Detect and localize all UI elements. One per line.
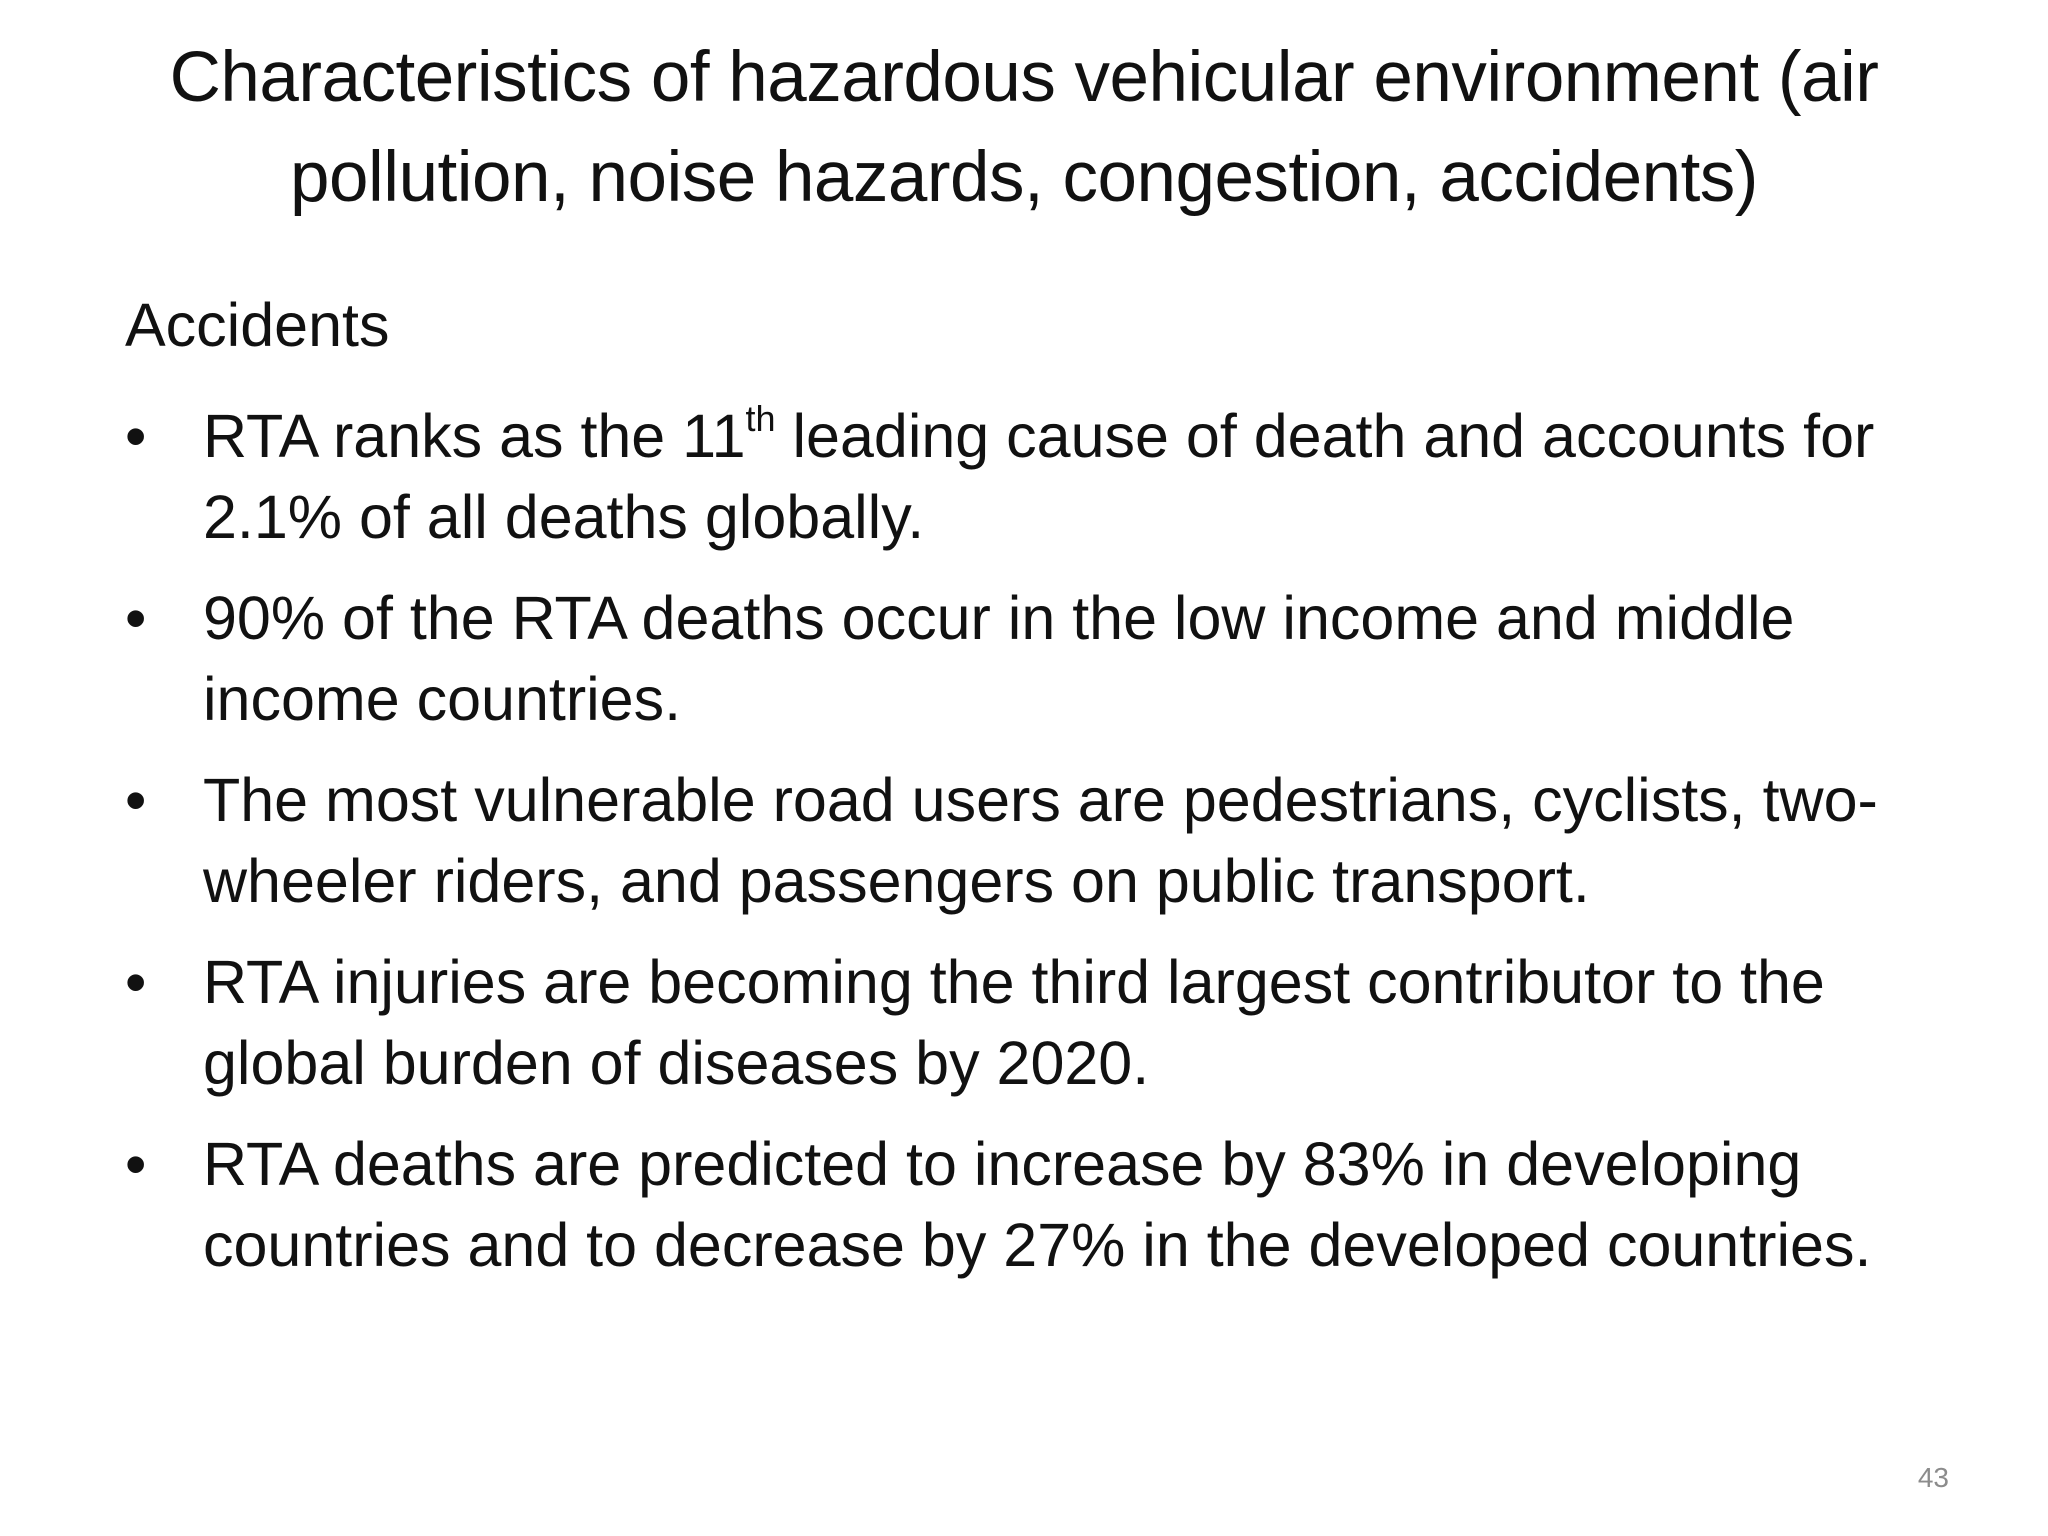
bullet-item: [125, 942, 1965, 1104]
bullet-superscript: th: [745, 398, 776, 439]
bullet-text-end: leading cause of death and accounts for 2.1% of all deaths globally.: [203, 402, 1875, 551]
bullet-item: [125, 760, 1965, 922]
bullet-item: [125, 396, 1965, 558]
bullet-icon: •: [125, 402, 147, 470]
bullet-text: 90% of the RTA deaths occur in the low income and middle income countries.: [203, 584, 1795, 733]
section-heading: Accidents: [125, 291, 390, 359]
page-number: 43: [1917, 1462, 1949, 1493]
bullet-icon: •: [125, 1130, 147, 1198]
bullet-list: [125, 396, 1965, 1306]
bullet-text: The most vulnerable road users are pedestrians, cyclists, two-wheeler riders, and passengers on public transport.: [203, 766, 1878, 915]
bullet-text: RTA deaths are predicted to increase by 83% in developing countries and to decrease by 27% in the developed countries.: [203, 1130, 1872, 1279]
bullet-text-start: RTA ranks as the 11: [203, 402, 746, 470]
bullet-item: [125, 578, 1965, 740]
bullet-icon: •: [125, 766, 147, 834]
slide-title: Characteristics of hazardous vehicular environment (air pollution, noise hazards, congestion, accidents): [169, 38, 1879, 217]
bullet-text: RTA injuries are becoming the third largest contributor to the global burden of diseases by 2020.: [203, 948, 1825, 1097]
bullet-item: [125, 1124, 1965, 1286]
bullet-icon: •: [125, 584, 147, 652]
bullet-icon: •: [125, 948, 147, 1016]
